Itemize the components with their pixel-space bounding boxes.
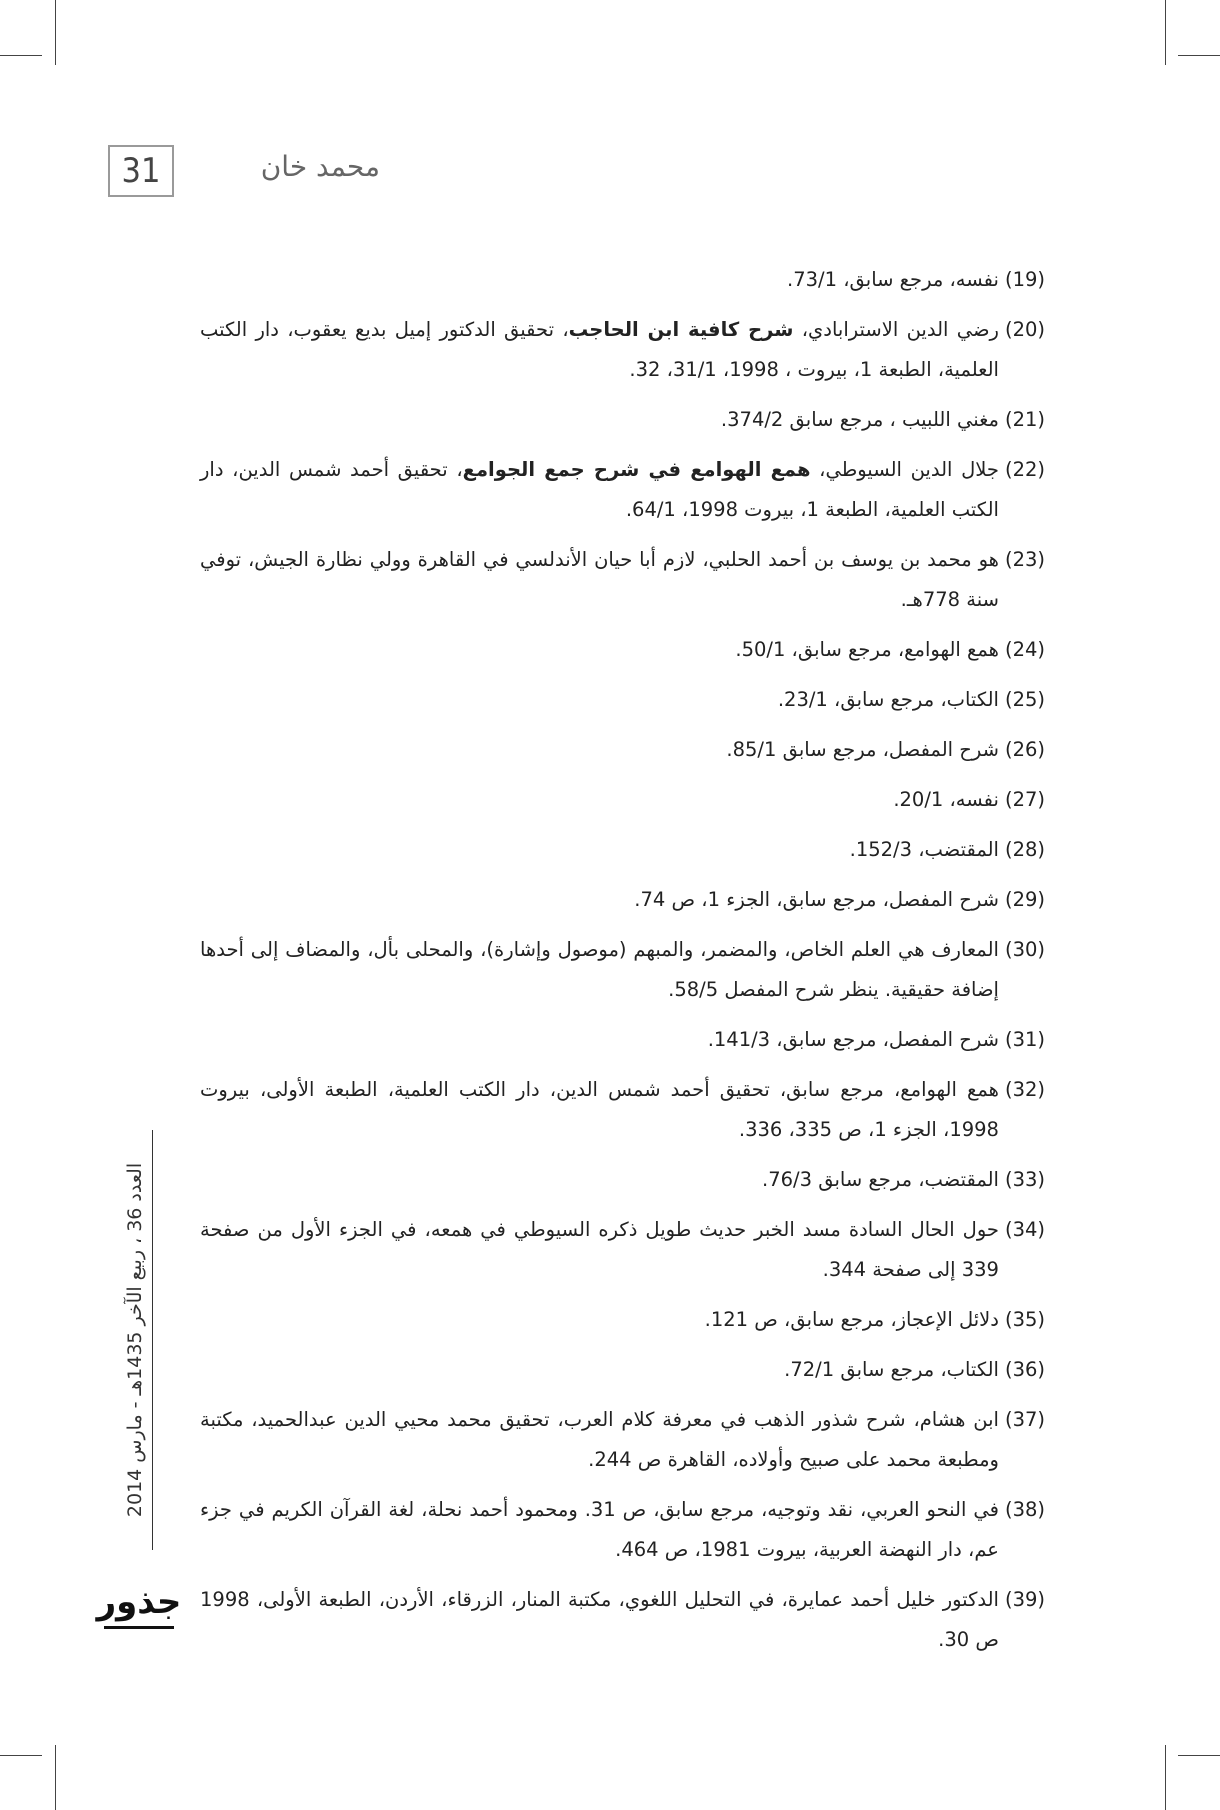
- footnote: [200, 1490, 1045, 1570]
- page-number: 31: [108, 145, 174, 197]
- footnote: [200, 630, 1045, 670]
- footnote-number: (27): [1004, 788, 1045, 811]
- footnote: [200, 830, 1045, 870]
- footnote-number: (38): [1004, 1498, 1045, 1521]
- crop-mark: [1178, 55, 1220, 56]
- footnote-text: المقتضب، 152/3.: [849, 838, 999, 861]
- footnote-text: مغني اللبيب ، مرجع سابق 374/2.: [720, 408, 999, 431]
- logo-underline: [104, 1626, 174, 1629]
- journal-logo: جذور: [96, 1582, 182, 1622]
- footnote-text: دلائل الإعجاز، مرجع سابق، ص 121.: [704, 1308, 999, 1331]
- footnote: [200, 1350, 1045, 1390]
- issue-info-text: العدد 36 ، ربيع الآخر 1435هـ - مارس 2014: [124, 1162, 146, 1518]
- crop-mark: [0, 1755, 42, 1756]
- crop-mark: [1165, 0, 1166, 65]
- footnote: [200, 260, 1045, 300]
- footnote-number: (30): [1004, 938, 1045, 961]
- footnote-number: (32): [1004, 1078, 1045, 1101]
- issue-info: [118, 1130, 152, 1550]
- book-title: شرح كافية ابن الحاجب: [568, 318, 794, 341]
- footnote-text: نفسه، مرجع سابق، 73/1.: [787, 268, 999, 291]
- crop-mark: [1178, 1755, 1220, 1756]
- footnote: [200, 1300, 1045, 1340]
- footnote-number: (37): [1004, 1408, 1045, 1431]
- footnote-text: همع الهوامع، مرجع سابق، تحقيق أحمد شمس الدين، دار الكتب العلمية، الطبعة الأولى، بيروت 1998، الجزء 1، ص 335، 336.: [200, 1078, 999, 1141]
- footnote: [200, 1210, 1045, 1290]
- footnote-text-part: جلال الدين السيوطي،: [810, 458, 999, 481]
- footnote-text-part: رضي الدين الاسترابادي،: [793, 318, 999, 341]
- footnote-number: (36): [1004, 1358, 1045, 1381]
- footnote-number: (34): [1004, 1218, 1045, 1241]
- footnote-text: الدكتور خليل أحمد عمايرة، في التحليل اللغوي، مكتبة المنار، الزرقاء، الأردن، الطبعة الأولى، 1998 ص 30.: [200, 1588, 999, 1651]
- footnote: [200, 400, 1045, 440]
- crop-mark: [55, 0, 56, 65]
- footnote-text: ابن هشام، شرح شذور الذهب في معرفة كلام العرب، تحقيق محمد محيي الدين عبدالحميد، مكتبة ومطبعة محمد على صبيح وأولاده، القاهرة ص 244.: [200, 1408, 999, 1471]
- footnote: [200, 780, 1045, 820]
- footnote-text: شرح المفصل، مرجع سابق، الجزء 1، ص 74.: [634, 888, 999, 911]
- crop-mark: [0, 55, 42, 56]
- footnote-number: (19): [1004, 268, 1045, 291]
- footnotes-list: [200, 260, 1045, 1670]
- footnote-text: المقتضب، مرجع سابق 76/3.: [762, 1168, 999, 1191]
- footnote: [200, 1400, 1045, 1480]
- footnote-number: (39): [1004, 1588, 1045, 1611]
- divider: [152, 1130, 153, 1550]
- running-header-author: محمد خان: [260, 150, 380, 183]
- footnote-text: [200, 450, 999, 530]
- footnote-text: الكتاب، مرجع سابق 72/1.: [784, 1358, 999, 1381]
- footnote: [200, 1070, 1045, 1150]
- footnote: [200, 1160, 1045, 1200]
- footnote-number: (35): [1004, 1308, 1045, 1331]
- footnote-number: (24): [1004, 638, 1045, 661]
- footnote-number: (20): [1004, 318, 1045, 341]
- footnote: [200, 880, 1045, 920]
- footnote: [200, 540, 1045, 620]
- footnote: [200, 1020, 1045, 1060]
- footnote-text: حول الحال السادة مسد الخبر حديث طويل ذكره السيوطي في همعه، في الجزء الأول من صفحة 339 إلى صفحة 344.: [200, 1218, 999, 1281]
- footnote-text: شرح المفصل، مرجع سابق 85/1.: [726, 738, 999, 761]
- footnote-text: شرح المفصل، مرجع سابق، 141/3.: [707, 1028, 999, 1051]
- footnote-text-part: ، تحقيق الدكتور إميل بديع يعقوب، دار الكتب العلمية، الطبعة 1، بيروت ، 1998، 31/1، 32.: [200, 318, 999, 381]
- footnote-text: همع الهوامع، مرجع سابق، 50/1.: [735, 638, 999, 661]
- footnote-text: الكتاب، مرجع سابق، 23/1.: [777, 688, 999, 711]
- footnote-number: (29): [1004, 888, 1045, 911]
- footnote-text: هو محمد بن يوسف بن أحمد الحلبي، لازم أبا حيان الأندلسي في القاهرة وولي نظارة الجيش، توفي سنة 778هـ.: [200, 548, 999, 611]
- crop-mark: [55, 1745, 56, 1810]
- footnote-number: (26): [1004, 738, 1045, 761]
- footnote-number: (31): [1004, 1028, 1045, 1051]
- crop-mark: [1165, 1745, 1166, 1810]
- footnote-number: (22): [1004, 458, 1045, 481]
- footnote-number: (28): [1004, 838, 1045, 861]
- footnote: [200, 1580, 1045, 1660]
- footnote: [200, 450, 1045, 530]
- footnote: [200, 730, 1045, 770]
- footnote-text: نفسه، 20/1.: [893, 788, 999, 811]
- footnote-text: [200, 310, 999, 390]
- footnote-number: (23): [1004, 548, 1045, 571]
- footnote: [200, 680, 1045, 720]
- footnote-number: (21): [1004, 408, 1045, 431]
- footnote: [200, 310, 1045, 390]
- footnote: [200, 930, 1045, 1010]
- footnote-text: في النحو العربي، نقد وتوجيه، مرجع سابق، ص 31. ومحمود أحمد نحلة، لغة القرآن الكريم في جزء عم، دار النهضة العربية، بيروت 1981، ص 464.: [200, 1498, 999, 1561]
- footnote-text-part: ، تحقيق أحمد شمس الدين، دار الكتب العلمية، الطبعة 1، بيروت 1998، 64/1.: [200, 458, 999, 521]
- footnote-number: (33): [1004, 1168, 1045, 1191]
- book-title: همع الهوامع في شرح جمع الجوامع: [462, 458, 811, 481]
- footnote-text: المعارف هي العلم الخاص، والمضمر، والمبهم (موصول وإشارة)، والمحلى بأل، والمضاف إلى أحدها إضافة حقيقية. ينظر شرح المفصل 58/5.: [200, 938, 999, 1001]
- footnote-number: (25): [1004, 688, 1045, 711]
